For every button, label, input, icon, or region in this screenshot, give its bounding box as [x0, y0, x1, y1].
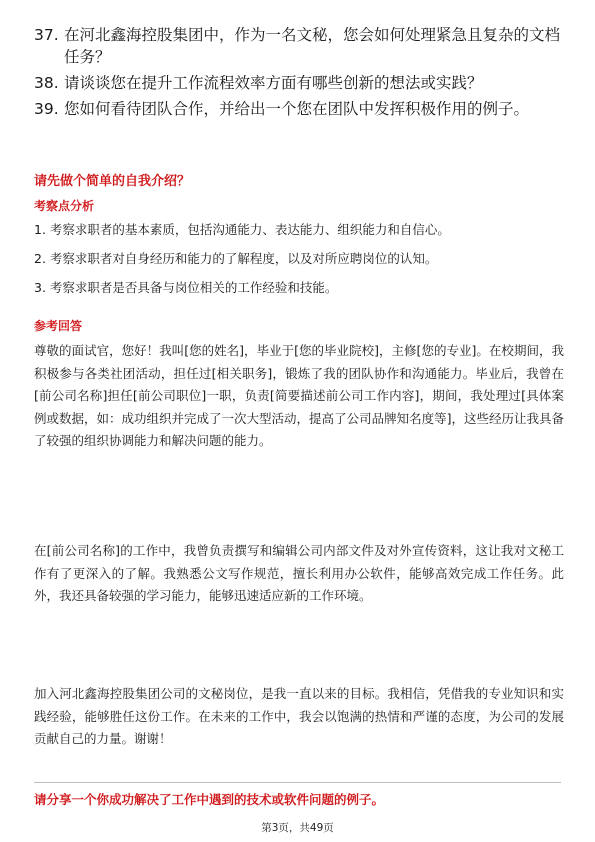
analysis-point: 2. 考察求职者对自身经历和能力的了解程度，以及对所应聘岗位的认知。: [34, 251, 438, 266]
question-item: [34, 98, 564, 120]
next-question-title: 请分享一个你成功解决了工作中遇到的技术或软件问题的例子。: [34, 792, 385, 807]
answer-paragraph: 尊敬的面试官，您好！我叫[您的姓名]，毕业于[您的毕业院校]，主修[您的专业]。在校期间，我积极参与各类社团活动，担任过[相关职务]，锻炼了我的团队协作和沟通能力。毕业后，我曾在[前公司名称]担任[前公司职位]一职，负责[简要描述前公司工作内容]，期间，我处理过[具体案例或数据，如：成功组织并完成了一次大型活动，提高了公司品牌知名度等]，这些经历让我具备了较强的组织协调能力和解决问题的能力。: [34, 343, 564, 448]
analysis-point: 1. 考察求职者的基本素质，包括沟通能力、表达能力、组织能力和自信心。: [34, 222, 450, 237]
question-text: 请谈谈您在提升工作流程效率方面有哪些创新的想法或实践？: [64, 74, 483, 92]
question-list: [34, 24, 564, 124]
divider: [34, 782, 561, 783]
question-item: [34, 24, 564, 68]
section-question-title: 请先做个简单的自我介绍？: [34, 174, 191, 189]
answer-paragraph: 在[前公司名称]的工作中，我曾负责撰写和编辑公司内部文件及对外宣传资料，这让我对文秘工作有了更深入的了解。我熟悉公文写作规范，擅长利用办公软件，能够高效完成工作任务。此外，我还具备较强的学习能力，能够迅速适应新的工作环境。: [34, 543, 564, 603]
page-number: 第3页，共49页: [261, 822, 334, 834]
question-text: 在河北鑫海控股集团中，作为一名文秘，您会如何处理紧急且复杂的文档任务？: [64, 26, 561, 66]
question-item: [34, 72, 564, 94]
analysis-heading: 考察点分析: [34, 199, 95, 213]
question-text: 您如何看待团队合作，并给出一个您在团队中发挥积极作用的例子。: [64, 100, 530, 118]
answer-heading: 参考回答: [34, 319, 83, 333]
analysis-point: 3. 考察求职者是否具备与岗位相关的工作经验和技能。: [34, 280, 338, 295]
question-number: 38.: [34, 74, 59, 92]
answer-paragraph: 加入河北鑫海控股集团公司的文秘岗位，是我一直以来的目标。我相信，凭借我的专业知识和实践经验，能够胜任这份工作。在未来的工作中，我会以饱满的热情和严谨的态度，为公司的发展贡献自己的力量。谢谢！: [34, 686, 564, 746]
question-number: 39.: [34, 100, 59, 118]
question-number: 37.: [34, 26, 59, 44]
analysis-list: [34, 221, 564, 308]
